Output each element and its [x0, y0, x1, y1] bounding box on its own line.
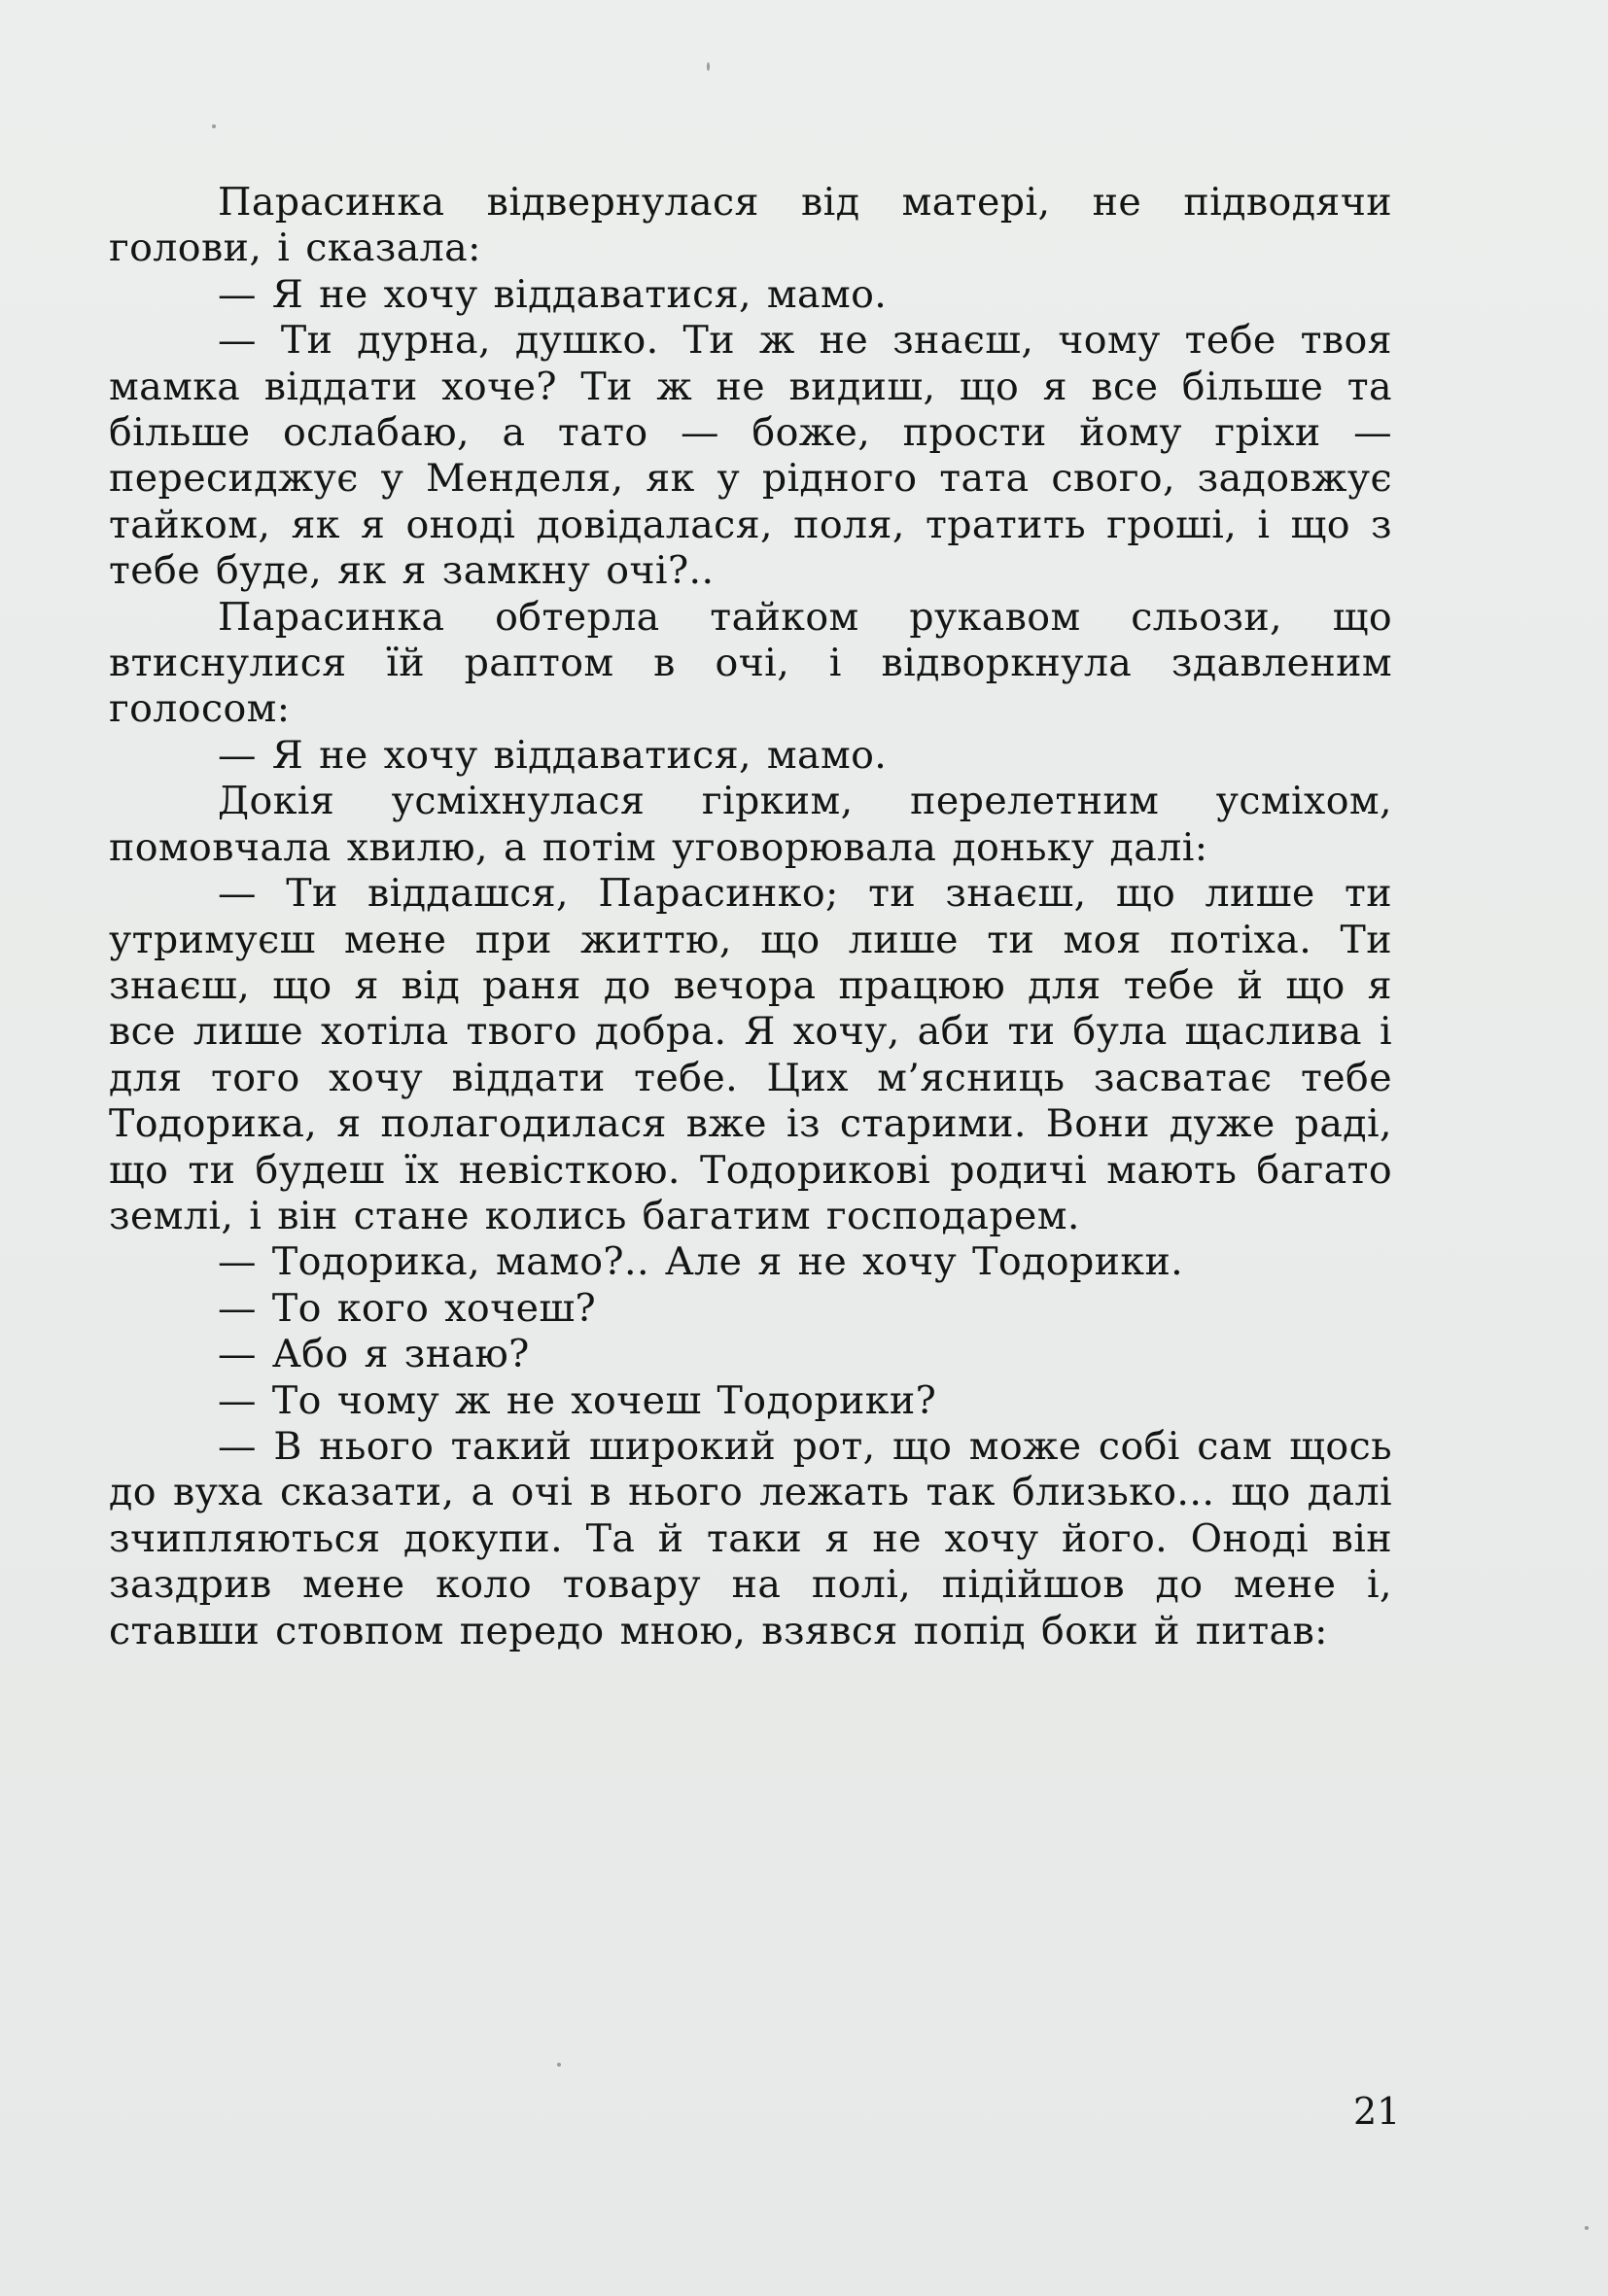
page-number: 21: [1353, 2090, 1401, 2133]
paragraph-7: — Ти віддашся, Парасинко; ти знаєш, що лише ти утримуєш мене при життю, що лише ти моя потіха. Ти знаєш, що я від раня до вечора працюю для тебе й що я все лише хотіла твого добра. Я хочу, аби ти була щаслива і для того хочу віддати тебе. Цих м’ясниць засватає тебе Тодорика, я полагодилася вже із старими. Вони дуже раді, що ти будеш їх невісткою. Тодорикові родичі мають багато землі, і він стане колись багатим господарем.: [109, 871, 1392, 1238]
paper-speck: [707, 62, 710, 71]
paragraph-8: — Тодорика, мамо?.. Але я не хочу Тодорики.: [218, 1239, 1184, 1285]
paragraph-4: Парасинка обтерла тайком рукавом сльози, що втиснулися їй раптом в очі, і відворкнула здавленим голосом:: [109, 594, 1392, 732]
paragraph-5: — Я не хочу віддаватися, мамо.: [218, 732, 888, 778]
paper-speck: [557, 2063, 561, 2067]
paragraph-9: — То кого хочеш?: [218, 1285, 597, 1331]
paper-speck: [1585, 2226, 1589, 2230]
paragraph-10: — Або я знаю?: [218, 1332, 530, 1377]
paragraph-1: Парасинка відвернулася від матері, не підводячи голови, і сказала:: [109, 180, 1392, 271]
paragraph-3: — Ти дурна, душко. Ти ж не знаєш, чому тебе твоя мамка віддати хоче? Ти ж не видиш, що я все більше та більше ослабаю, а тато — боже, прости йому гріхи — пересиджує у Менделя, як у рідного тата свого, задовжує тайком, як я оноді довідалася, поля, тратить гроші, і що з тебе буде, як я замкну очі?..: [109, 318, 1392, 594]
paragraph-2: — Я не хочу віддаватися, мамо.: [218, 271, 888, 317]
paragraph-6: Докія усміхнулася гірким, перелетним усміхом, помовчала хвилю, а потім уговорювала доньку далі:: [109, 779, 1392, 870]
paragraph-11: — То чому ж не хочеш Тодорики?: [218, 1377, 937, 1423]
paragraph-12: — В нього такий широкий рот, що може собі сам щось до вуха сказати, а очі в нього лежать так близько... що далі зчипляються докупи. Та й таки я не хочу його. Оноді він заздрив мене коло товару на полі, підійшов до мене і, ставши стовпом передо мною, взявся попід боки й питав:: [109, 1423, 1392, 1653]
page-text: [109, 180, 1392, 1654]
paper-speck: [212, 124, 216, 128]
